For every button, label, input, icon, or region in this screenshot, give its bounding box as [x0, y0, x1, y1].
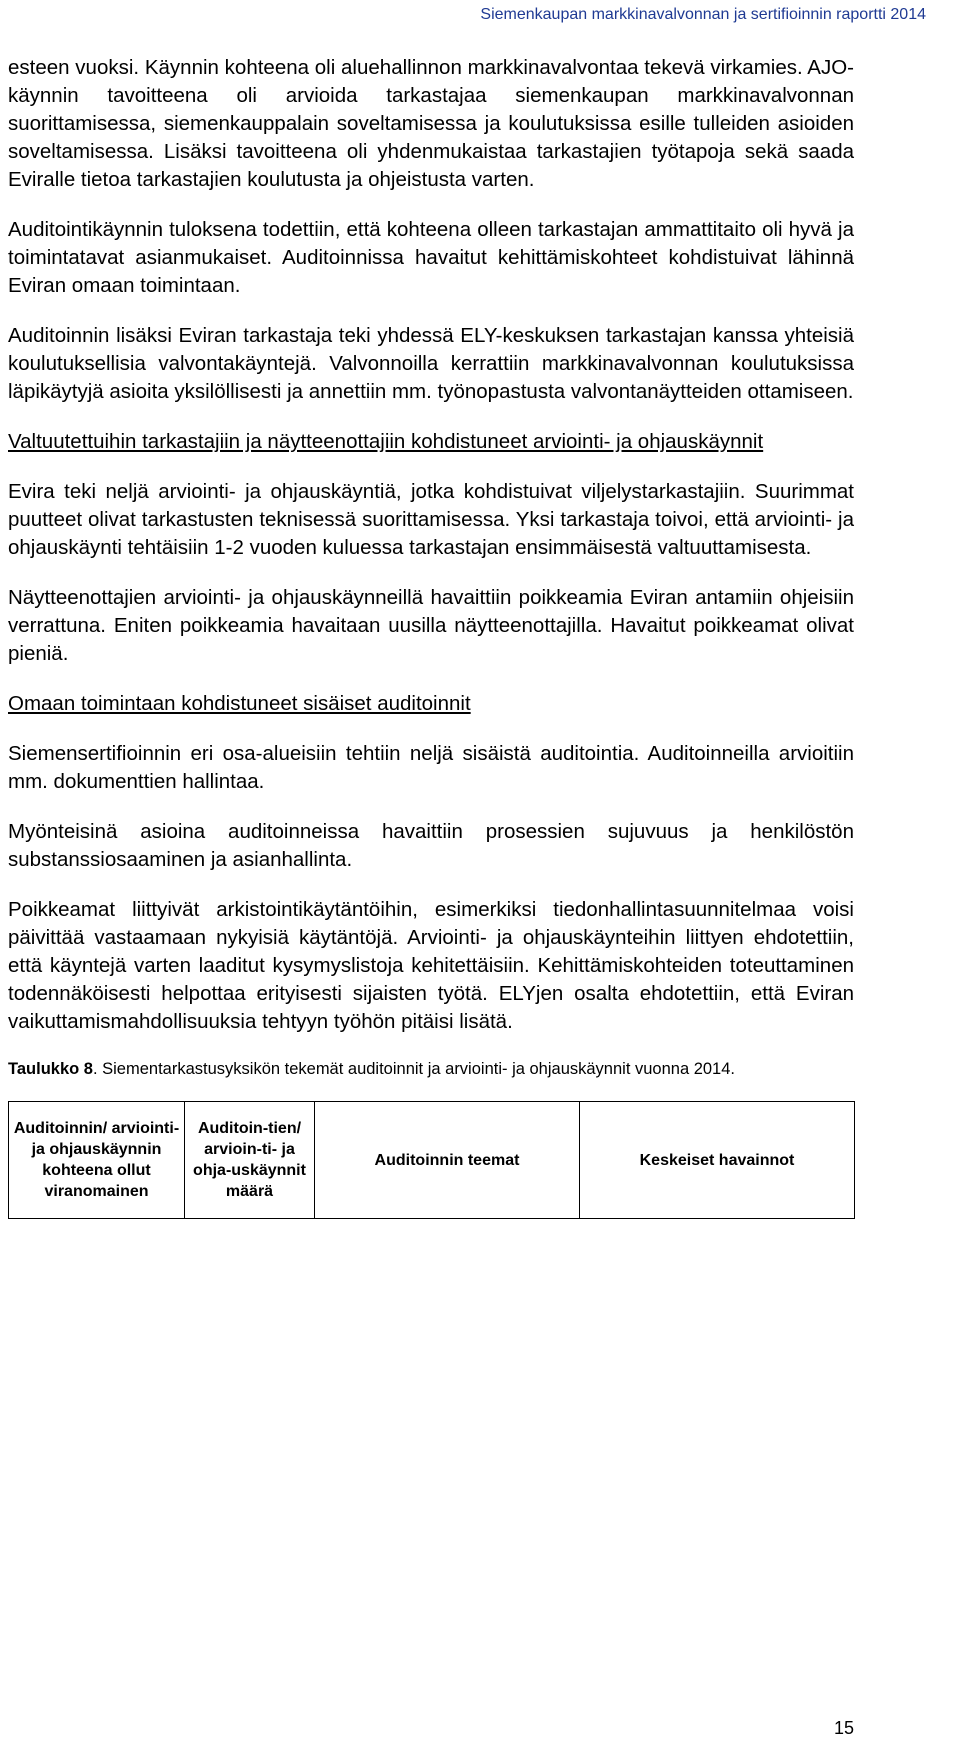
column-header-themes: Auditoinnin teemat	[315, 1102, 580, 1219]
paragraph: Myönteisinä asioina auditoinneissa havaittiin prosessien sujuvuus ja henkilöstön substanssiosaaminen ja asianhallinta.	[8, 820, 854, 871]
table-caption-text: . Siementarkastusyksikön tekemät auditoinnit ja arviointi- ja ohjauskäynnit vuonna 2014.	[92, 1060, 735, 1078]
audit-table	[8, 1101, 855, 1219]
table-caption	[8, 1058, 854, 1080]
paragraph: Auditoinnin lisäksi Eviran tarkastaja teki yhdessä ELY-keskuksen tarkastajan kanssa yhteisiä koulutuksellisia valvontakäyntejä. Valvonnoilla kerrattiin markkinavalvonnan koulutuksissa läpikäytyjä asioita yksilöllisesti ja annettiin mm. työnopastusta valvontanäytteiden ottamiseen.	[8, 324, 854, 403]
page-number: 15	[833, 1718, 854, 1738]
paragraph: Evira teki neljä arviointi- ja ohjauskäyntiä, jotka kohdistuivat viljelystarkastajiin. Suurimmat puutteet olivat tarkastusten teknisessä suorittamisessa. Yksi tarkastaja toivoi, että arviointi- ja ohjauskäynti tehtäisiin 1-2 vuoden kuluessa tarkastajan ensimmäisestä valtuuttamisesta.	[8, 480, 854, 559]
column-header-findings: Keskeiset havainnot	[580, 1102, 855, 1219]
column-header-authority: Auditoinnin/ arviointi- ja ohjauskäynnin kohteena ollut viranomainen	[9, 1102, 185, 1219]
column-header-count: Auditoin-tien/ arvioin-ti- ja ohja-uskäynnit määrä	[185, 1102, 315, 1219]
paragraph: Auditointikäynnin tuloksena todettiin, että kohteena olleen tarkastajan ammattitaito oli hyvä ja toimintatavat asianmukaiset. Auditoinnissa havaitut kehittämiskohteet kohdistuivat lähinnä Eviran omaan toimintaan.	[8, 218, 854, 297]
running-header: Siemenkaupan markkinavalvonnan ja sertifioinnin raportti 2014	[480, 6, 926, 23]
paragraph: esteen vuoksi. Käynnin kohteena oli aluehallinnon markkinavalvontaa tekevä virkamies. AJO-käynnin tavoitteena oli arvioida tarkastajaa siemenkaupan markkinavalvonnan suorittamisessa, siemenkauppalain soveltamisessa ja koulutuksissa esille tulleiden asioiden soveltamisessa. Lisäksi tavoitteena oli yhdenmukaistaa tarkastajien työtapoja sekä saada Eviralle tietoa tarkastajien koulutusta ja ohjeistusta varten.	[8, 56, 854, 191]
paragraph: Näytteenottajien arviointi- ja ohjauskäynneillä havaittiin poikkeamia Eviran antamiin ohjeisiin verrattuna. Eniten poikkeamia havaitaan uusilla näytteenottajilla. Havaitut poikkeamat olivat pieniä.	[8, 586, 854, 665]
paragraph: Poikkeamat liittyivät arkistointikäytäntöihin, esimerkiksi tiedonhallintasuunnitelmaa voisi päivittää vastaamaan nykyisiä käytäntöjä. Arviointi- ja ohjauskäynteihin liittyen ehdotettiin, että käyntejä varten laaditut kysymyslistoja kehitettäisiin. Kehittämiskohteiden toteuttaminen todennäköisesti helpottaa erityisesti sijaisten työtä. ELYjen osalta ehdotettiin, että Eviran vaikuttamismahdollisuuksia tehtyyn työhön pitäisi lisätä.	[8, 898, 854, 1033]
section-heading: Valtuutettuihin tarkastajiin ja näytteenottajiin kohdistuneet arviointi- ja ohjauskäynnit	[8, 430, 764, 453]
table-header-row	[9, 1102, 855, 1219]
section-heading: Omaan toimintaan kohdistuneet sisäiset auditoinnit	[8, 692, 471, 715]
paragraph: Siemensertifioinnin eri osa-alueisiin tehtiin neljä sisäistä auditointia. Auditoinneilla arvioitiin mm. dokumenttien hallintaa.	[8, 742, 854, 793]
table-caption-label: Taulukko 8	[8, 1060, 93, 1078]
document-body	[8, 54, 854, 1219]
